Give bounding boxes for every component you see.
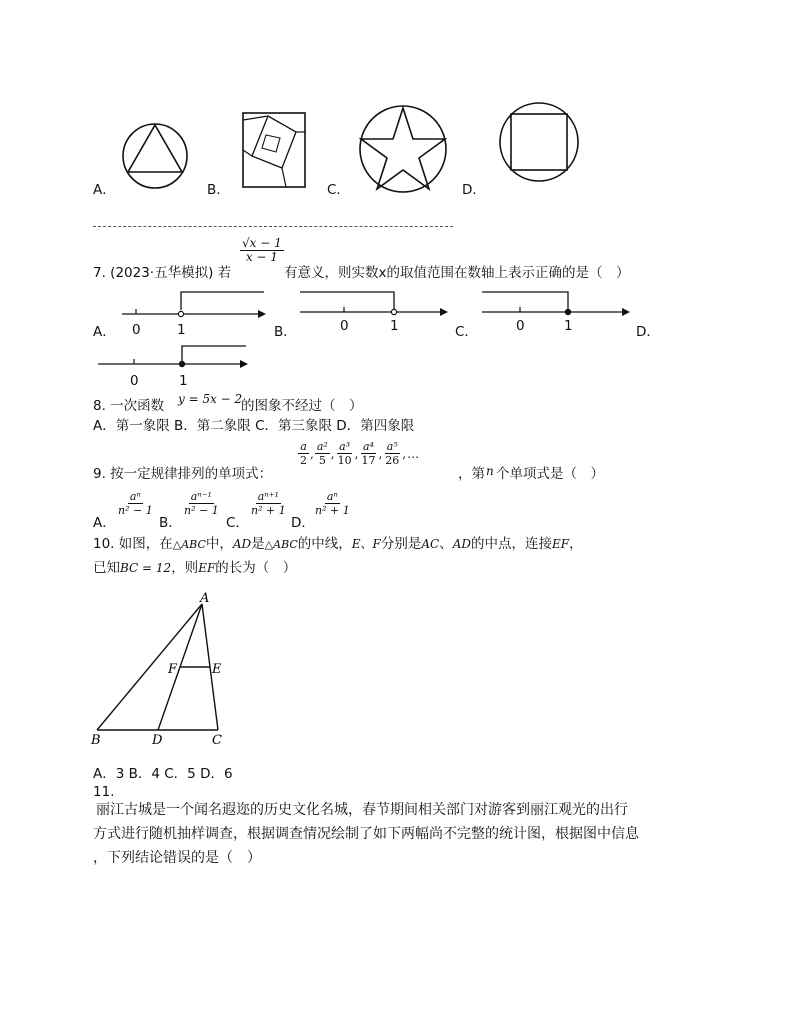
q10-triangle-abc: △ABC xyxy=(172,538,206,551)
q9-seq-num-3: a³ xyxy=(339,440,351,453)
q9-seq-num-2: a² xyxy=(316,440,328,453)
q9-option-b-den: n² − 1 xyxy=(184,504,219,517)
q9-seq-num-4: a⁴ xyxy=(362,440,374,453)
q7-option-a: A． xyxy=(93,324,116,340)
q9-option-a-num: aⁿ xyxy=(129,490,141,503)
q6-option-b: B． xyxy=(207,182,230,198)
q8-lead: 8. 一次函数 xyxy=(93,398,165,414)
q6-figure-b xyxy=(240,110,308,190)
q10-label-c: C xyxy=(212,733,222,748)
q9-option-a-label: A． xyxy=(93,515,116,531)
q10-text-10: ，则 xyxy=(171,560,199,576)
q9-option-d-label: D． xyxy=(291,515,315,531)
q10-ad: AD xyxy=(232,537,252,551)
q10-text-4: 的中线， xyxy=(297,536,352,552)
q10-options: A．3 B．4 C．5 D．6 xyxy=(93,766,233,782)
q11-number: 11. xyxy=(93,784,115,800)
q10-text-5: 分别是 xyxy=(380,536,422,552)
q10-bc-value: BC = 12 xyxy=(120,561,172,575)
q7-numberline-d xyxy=(94,340,254,380)
q9-seq-num-5: a⁵ xyxy=(386,440,398,453)
q10-text-2: 中， xyxy=(205,536,233,552)
q9-seq-den-5: 26 xyxy=(385,454,400,467)
q9-option-c-label: C． xyxy=(226,515,249,531)
q9-seq-den-3: 10 xyxy=(337,454,352,467)
q10-triangle-abc-2: △ABC xyxy=(264,538,298,551)
q9-seq-num-1: a xyxy=(300,440,307,453)
q10-ac: AC xyxy=(421,537,440,551)
section-separator xyxy=(93,226,453,227)
q9-option-b-num: aⁿ⁻¹ xyxy=(190,490,212,503)
q6-option-a: A． xyxy=(93,182,116,198)
q10-ef-2: EF xyxy=(198,561,216,575)
q11-line-1: 丽江古城是一个闻名遐迩的历史文化名城，春节期间相关部门对游客到丽江观光的出行 xyxy=(96,802,628,818)
q8-formula: y = 5x − 2 xyxy=(178,392,243,406)
q9-n: n xyxy=(486,464,494,478)
q9-seq-den-1: 2 xyxy=(300,454,307,467)
q9-seq-den-4: 17 xyxy=(361,454,376,467)
q6-figure-a xyxy=(120,120,190,190)
q10-ad-2: AD xyxy=(452,537,472,551)
q7-tail: 有意义，则实数x的取值范围在数轴上表示正确的是（ ） xyxy=(284,265,630,281)
q10-line-2 xyxy=(93,560,296,576)
q10-text-7: 的中点，连接 xyxy=(471,536,553,552)
q10-text-9: 已知 xyxy=(93,560,120,576)
q7-option-d: D． xyxy=(636,324,660,340)
q11-line-2: 方式进行随机抽样调查，根据调查情况绘制了如下两幅尚不完整的统计图，根据图中信息 xyxy=(93,826,639,842)
q10-label-b: B xyxy=(91,733,101,748)
q10-line-1 xyxy=(93,536,583,553)
q7-numberline-a xyxy=(118,288,270,338)
q7-lead: 7. (2023·五华模拟) 若 xyxy=(93,265,232,281)
q6-option-c: C． xyxy=(327,182,350,198)
q9-tail-b: 个单项式是（ ） xyxy=(496,466,604,482)
q9-lead: 9. 按一定规律排列的单项式： xyxy=(93,466,273,482)
q9-tail-a: ，第 xyxy=(458,466,485,482)
q6-option-d: D． xyxy=(462,182,486,198)
q7-numberline-b xyxy=(296,288,454,338)
q10-text-6: 、 xyxy=(439,536,453,552)
q9-option-c-den: n² + 1 xyxy=(251,504,286,517)
q7-b-tick-0: 0 xyxy=(340,318,349,334)
q7-fraction-denominator: x − 1 xyxy=(245,250,278,264)
q7-a-tick-1: 1 xyxy=(177,322,186,338)
q7-fraction-numerator: √x − 1 xyxy=(242,236,282,250)
q9-seq-ellipsis: … xyxy=(407,446,420,461)
q7-option-b: B． xyxy=(274,324,297,340)
q10-ef: EF xyxy=(552,537,570,551)
q9-option-a xyxy=(116,490,155,517)
q11-line-3: ，下列结论错误的是（ ） xyxy=(93,850,261,866)
q9-option-a-den: n² − 1 xyxy=(118,504,153,517)
q10-text-11: 的长为（ ） xyxy=(215,560,297,576)
q10-label-e: E xyxy=(212,662,222,677)
q10-label-a: A xyxy=(200,592,210,606)
q9-option-b xyxy=(182,490,221,517)
q9-option-d-num: aⁿ xyxy=(326,490,338,503)
q7-numberline-c xyxy=(478,288,636,338)
q7-fraction xyxy=(240,237,284,264)
q10-text-3: 是 xyxy=(251,536,265,552)
q10-text-1: 10. 如图，在 xyxy=(93,536,173,552)
q10-label-d: D xyxy=(152,733,163,748)
q7-b-tick-1: 1 xyxy=(390,318,399,334)
q6-figure-d xyxy=(497,100,581,184)
q8-options: A．第一象限 B．第二象限 C．第三象限 D．第四象限 xyxy=(93,418,415,434)
q10-points-ef: E、F xyxy=(351,537,381,551)
q9-option-d xyxy=(313,490,352,517)
q7-c-tick-1: 1 xyxy=(564,318,573,334)
q7-d-tick-0: 0 xyxy=(130,373,139,389)
q10-text-8: ， xyxy=(569,536,583,552)
q9-option-b-label: B． xyxy=(159,515,182,531)
q6-figure-c xyxy=(357,103,449,195)
q10-label-f: F xyxy=(168,662,178,677)
q8-tail: 的图象不经过（ ） xyxy=(241,398,363,414)
q7-a-tick-0: 0 xyxy=(132,322,141,338)
q7-option-c: C． xyxy=(455,324,478,340)
q9-option-d-den: n² + 1 xyxy=(315,504,350,517)
q7-d-tick-1: 1 xyxy=(179,373,188,389)
q9-seq-den-2: 5 xyxy=(318,454,326,467)
q9-option-c-num: aⁿ⁺¹ xyxy=(257,490,279,503)
q10-triangle-figure xyxy=(88,592,238,752)
q7-c-tick-0: 0 xyxy=(516,318,525,334)
q9-option-c xyxy=(249,490,288,517)
q9-sequence: $\frac{a}{2}$ , $\frac{\text{a²}}{5}$ , $\frac{\text{a³}}{10}$ , $\frac{\text{a⁴}}{17}$ , $\frac{\text{a⁵}}{26}$ , … xyxy=(300,440,420,467)
